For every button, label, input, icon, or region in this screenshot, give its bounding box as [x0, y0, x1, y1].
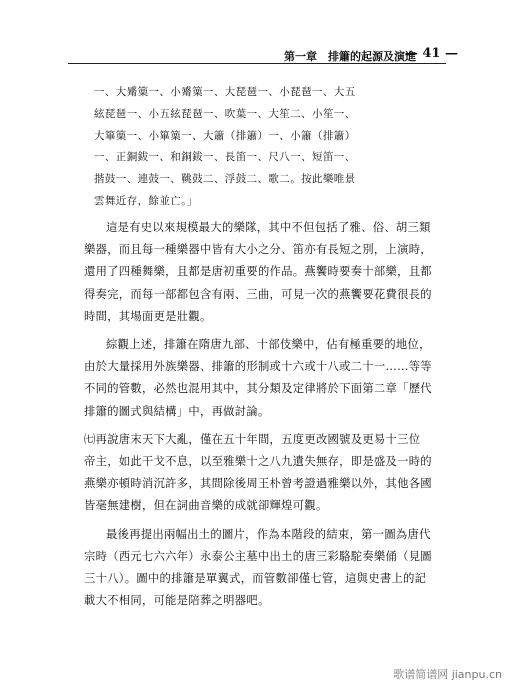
quote-line: 大篳篥一、小篳篥一、大簫（排簫）一、小簫（排簫） — [94, 129, 356, 142]
header-rule — [68, 63, 446, 64]
text-line: 時間，其場面更是壯觀。 — [84, 309, 212, 323]
page-header — [0, 0, 512, 62]
text-line: 燕樂亦頓時消沉許多，其間除後周王朴曾考證過雅樂以外，其他各國 — [84, 477, 432, 491]
text-line: 還用了四種舞樂，且都是唐初重要的作品。燕饗時要奏十部樂，且都 — [84, 265, 432, 279]
quote-line: 絃琵琶一、小五絃琵琶一、吹葉一、大笙二、小笙一、 — [94, 107, 356, 120]
quote-line: 一、大觱篥一、小觱篥一、大琵琶一、小琵琶一、大五 — [94, 86, 356, 98]
quoted-instrument-list — [94, 82, 424, 213]
paragraph — [84, 429, 444, 518]
site-watermark: 歌谱简谱网 jianpu.cn — [393, 668, 502, 681]
text-line: 排簫的圖式與結構」中，再做討論。 — [84, 404, 270, 418]
text-line: 三十八）。圖中的排簫是單翼式，而管數卻僅七管，這與史書上的記 — [84, 572, 427, 586]
paragraph — [84, 217, 444, 328]
quote-line: 一、正銅鈸一、和銅鈸一、長笛一、尺八一、短笛一、 — [94, 151, 356, 164]
chapter-title: 第一章 排簫的起源及演進 — [284, 50, 416, 63]
text-line: 樂器，而且每一種樂器中皆有大小之分、笛亦有長短之別，上演時， — [84, 243, 432, 257]
text-line: ㈦再說唐末天下大亂，僅在五十年間，五度更改國號及更易十三位 — [84, 432, 421, 446]
text-line: 宗時（西元七六六年）永泰公主墓中出土的唐三彩駱駝奏樂俑（見圖 — [84, 549, 432, 563]
text-line: 皆毫無建樹，但在詞曲音樂的成就卻輝煌可觀。 — [84, 499, 328, 513]
text-line: 帝主，如此干戈不息，以至雅樂十之八九遺失無存，即是盛及一時的 — [84, 455, 432, 469]
page-number: — 41 — — [404, 46, 458, 61]
body-text — [84, 217, 444, 612]
text-line: 由於大量採用外族樂器、排簫的形制或十六或十八或二十一……等等 — [84, 360, 432, 374]
paragraph — [84, 524, 444, 613]
text-line: 這是有史以來規模最大的樂隊，其中不但包括了雅、俗、胡三類 — [106, 221, 431, 234]
paragraph — [84, 334, 444, 423]
text-line: 載大不相同，可能是陪葬之明器吧。 — [84, 594, 270, 608]
text-line: 最後再提出兩幅出土的圖片，作為本階段的結束，第一圖為唐代 — [106, 527, 431, 541]
quote-line: 揩鼓一、連鼓一、鞉鼓二、浮鼓二、歌二。按此樂唯景 — [94, 173, 356, 186]
text-line: 得奏完，而每一部都包含有兩、三曲，可見一次的燕饗要花費很長的 — [84, 287, 432, 301]
text-line: 綜觀上述，排簫在隋唐九部、十部伎樂中，佔有極重要的地位， — [106, 338, 431, 352]
text-line: 不同的管數，必然也混用其中，其分類及定律將於下面第二章「歷代 — [84, 382, 432, 396]
quote-line: 雲舞近存，餘並亡。」 — [94, 194, 198, 207]
